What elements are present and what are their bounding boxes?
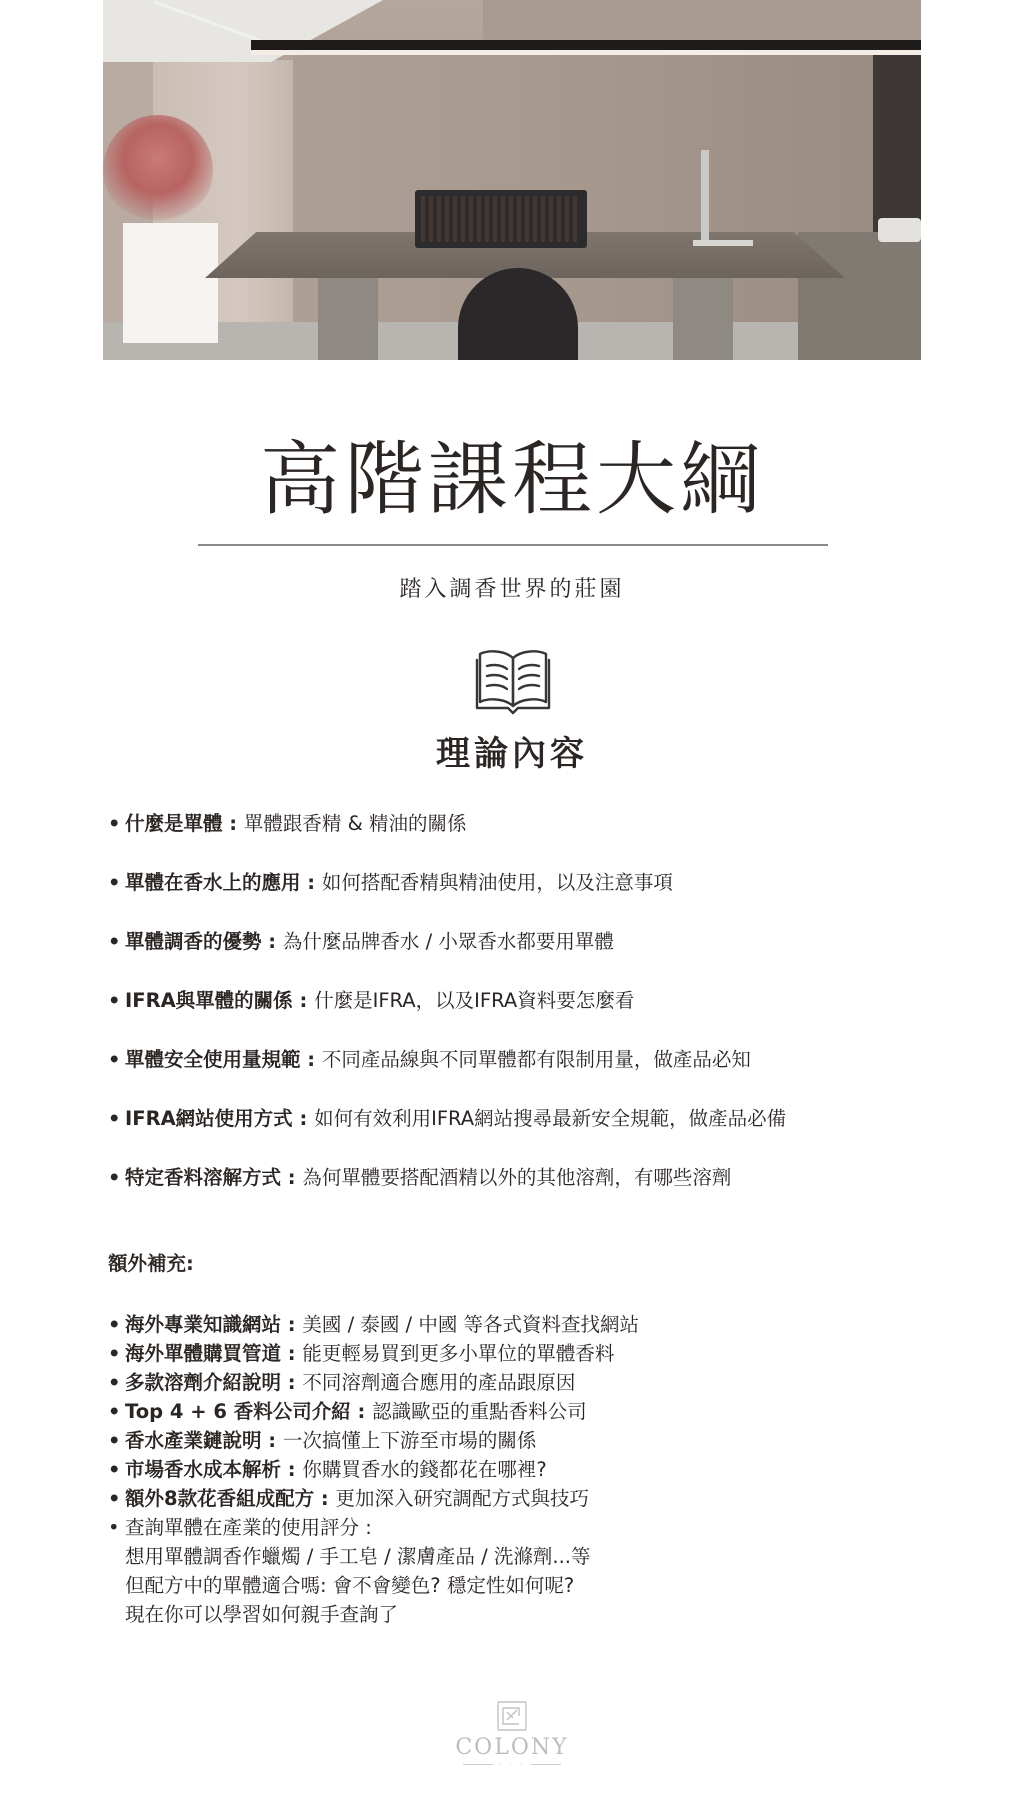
item-label: 香水產業鏈說明 :: [125, 1429, 283, 1452]
bullet: •: [108, 871, 121, 894]
list-item: [108, 1368, 968, 1397]
bullet: •: [108, 1166, 121, 1189]
photo-table-leg: [673, 278, 733, 360]
photo-pendant-light: [251, 40, 921, 50]
list-item: [108, 869, 968, 928]
photo-bottle-rack: [415, 190, 587, 248]
item-label: 單體安全使用量規範 :: [125, 1048, 322, 1071]
bullet: •: [108, 1107, 121, 1130]
open-book-icon: [474, 646, 552, 716]
item-desc: 更加深入研究調配方式與技巧: [335, 1487, 589, 1510]
colony-logo-icon: [495, 1700, 529, 1734]
page-subtitle: 踏入調香世界的莊園: [399, 577, 625, 602]
item-desc: 美國 / 泰國 / 中國 等各式資料查找網站: [302, 1313, 640, 1336]
photo-scale: [878, 218, 921, 242]
list-item: [108, 1339, 968, 1368]
item-label: 額外8款花香組成配方 :: [125, 1487, 336, 1510]
item-desc: 什麼是IFRA，以及IFRA資料要怎麼看: [314, 989, 635, 1012]
photo-counter: [798, 232, 921, 360]
bullet: •: [108, 1516, 120, 1539]
bullet: •: [108, 930, 121, 953]
item-desc: 為何單體要搭配酒精以外的其他溶劑，有哪些溶劑: [302, 1166, 732, 1189]
item-label: Top 4 + 6 香料公司介紹 :: [125, 1400, 373, 1423]
item-label: 特定香料溶解方式 :: [125, 1166, 303, 1189]
photo-ceiling: [483, 0, 921, 40]
list-item: [108, 1397, 968, 1426]
title-divider: [198, 544, 828, 546]
list-item: [108, 1310, 968, 1339]
list-item: [108, 1164, 968, 1223]
logo-wordmark: COLONY: [455, 1735, 569, 1760]
photo-crimper: [701, 150, 709, 245]
item-continuation: 現在你可以學習如何親手查詢了: [125, 1603, 399, 1626]
bullet: •: [108, 989, 121, 1012]
colony-logo: [452, 1700, 572, 1785]
bullet: •: [108, 1429, 121, 1452]
page-title: 高階課程大綱: [260, 433, 764, 526]
bullet: •: [108, 1487, 121, 1510]
item-label: 什麼是單體 :: [125, 812, 244, 835]
logo-line: [463, 1764, 493, 1765]
item-continuation: 想用單體調香作蠟燭 / 手工皂 / 潔膚產品 / 洗滌劑...等: [125, 1545, 591, 1568]
item-desc: 認識歐亞的重點香料公司: [372, 1400, 587, 1423]
list-item: [108, 810, 968, 869]
bullet: •: [108, 1313, 121, 1336]
list-item: [108, 1455, 968, 1484]
item-desc: 如何搭配香精與精油使用，以及注意事項: [321, 871, 673, 894]
list-item-multiline: [108, 1513, 968, 1542]
item-desc: 如何有效利用IFRA網站搜尋最新安全規範，做產品必備: [314, 1107, 787, 1130]
item-label: IFRA網站使用方式 :: [125, 1107, 315, 1130]
bullet: •: [108, 1400, 121, 1423]
extra-list: [108, 1310, 968, 1629]
item-line: 查詢單體在產業的使用評分 :: [125, 1516, 372, 1539]
bullet: •: [108, 1342, 121, 1365]
list-item: [108, 1426, 968, 1455]
section-title: 理論內容: [436, 734, 588, 774]
photo-crimper-base: [693, 240, 753, 246]
logo-line: [531, 1764, 561, 1765]
bullet: •: [108, 1458, 121, 1481]
logo-tagline-dots: · · ·: [498, 1760, 526, 1768]
bullet: •: [108, 812, 121, 835]
list-item: [108, 1046, 968, 1105]
list-item: [108, 928, 968, 987]
bullet: •: [108, 1371, 121, 1394]
photo-flowers: [103, 115, 213, 225]
item-label: IFRA與單體的關係 :: [125, 989, 315, 1012]
item-label: 市場香水成本解析 :: [125, 1458, 303, 1481]
item-desc: 單體跟香精 & 精油的關係: [243, 812, 467, 835]
item-label: 海外專業知識網站 :: [125, 1313, 303, 1336]
item-label: 多款溶劑介紹說明 :: [125, 1371, 303, 1394]
extra-heading: 額外補充:: [108, 1252, 194, 1275]
item-label: 單體調香的優勢 :: [125, 930, 283, 953]
item-desc: 不同溶劑適合應用的產品跟原因: [302, 1371, 576, 1394]
item-desc: 一次搞懂上下游至市場的關係: [282, 1429, 537, 1452]
item-label: 單體在香水上的應用 :: [125, 871, 322, 894]
item-desc: 你購買香水的錢都花在哪裡?: [302, 1458, 547, 1481]
item-continuation: 但配方中的單體適合嗎: 會不會變色? 穩定性如何呢?: [125, 1574, 575, 1597]
photo-pedestal: [123, 223, 218, 343]
item-desc: 為什麼品牌香水 / 小眾香水都要用單體: [282, 930, 614, 953]
list-item: [108, 1105, 968, 1164]
list-item: [108, 1484, 968, 1513]
hero-photo: [103, 0, 921, 360]
item-desc: 能更輕易買到更多小單位的單體香料: [302, 1342, 615, 1365]
photo-light-glow: [251, 50, 921, 55]
item-label: 海外單體購買管道 :: [125, 1342, 303, 1365]
theory-list: [108, 810, 968, 1223]
item-desc: 不同產品線與不同單體都有限制用量，做產品必知: [321, 1048, 751, 1071]
list-item: [108, 987, 968, 1046]
bullet: •: [108, 1048, 121, 1071]
photo-table-leg: [318, 278, 378, 360]
